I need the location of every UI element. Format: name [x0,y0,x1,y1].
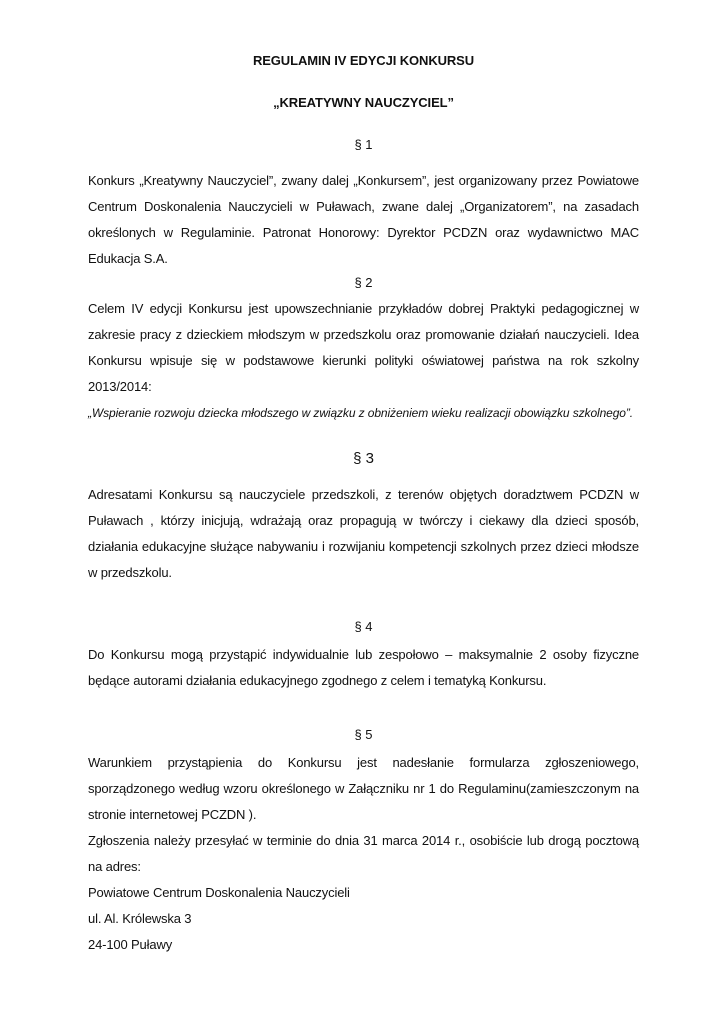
section-3-text: Adresatami Konkursu są nauczyciele przedszkoli, z terenów objętych doradztwem PCDZN w Puławach , którzy inicjują, wdrażają oraz propagują w twórczy i ciekawy dla dzieci sposób, działania edukacyjne służące nabywaniu i rozwijaniu kompetencji szkolnych przez dzieci młodsze w przedszkolu. [88,487,639,580]
address-line-3: 24-100 Puławy [88,937,173,952]
document-page [88,52,639,958]
section-2-text: Celem IV edycji Konkursu jest upowszechnianie przykładów dobrej Praktyki pedagogicznej w zakresie pracy z dzieckiem młodszym w przedszkolu oraz promowanie działań nauczycieli. Idea Konkursu wpisuje się w podstawowe kierunki polityki oświatowej państwa na rok szkolny 2013/2014: [88,301,639,394]
section-1-sign: § 1 [354,137,373,152]
document-title: REGULAMIN IV EDYCJI KONKURSU [252,53,475,68]
address-line-1: Powiatowe Centrum Doskonalenia Nauczycieli [88,885,350,900]
section-5-text: Warunkiem przystąpienia do Konkursu jest nadesłanie formularza zgłoszeniowego, sporządzonego według wzoru określonego w Załączniku nr 1 do Regulaminu(zamieszczonym na stronie internetowej PCZDN ). [88,755,639,822]
section-5-text-submission: Zgłoszenia należy przesyłać w terminie do dnia 31 marca 2014 r., osobiście lub drogą pocztową na adres: [88,833,639,874]
section-2-quote: „Wspieranie rozwoju dziecka młodszego w związku z obniżeniem wieku realizacji obowiązku szkolnego”. [88,406,634,420]
section-1-text: Konkurs „Kreatywny Nauczyciel”, zwany dalej „Konkursem”, jest organizowany przez Powiatowe Centrum Doskonalenia Nauczycieli w Puławach, zwane dalej „Organizatorem”, na zasadach określonych w Regulaminie. Patronat Honorowy: Dyrektor PCDZN oraz wydawnictwo MAC Edukacja S.A. [88,173,639,266]
section-4-sign: § 4 [354,619,373,634]
section-5-sign: § 5 [354,727,373,742]
address-block [88,880,639,958]
section-4-text: Do Konkursu mogą przystąpić indywidualnie lub zespołowo – maksymalnie 2 osoby fizyczne będące autorami działania edukacyjnego zgodnego z celem i tematyką Konkursu. [88,647,639,688]
section-2-sign: § 2 [354,275,373,290]
address-line-2: ul. Al. Królewska 3 [88,911,192,926]
document-subtitle: „KREATYWNY NAUCZYCIEL” [273,95,454,110]
section-3-sign: § 3 [353,450,374,467]
